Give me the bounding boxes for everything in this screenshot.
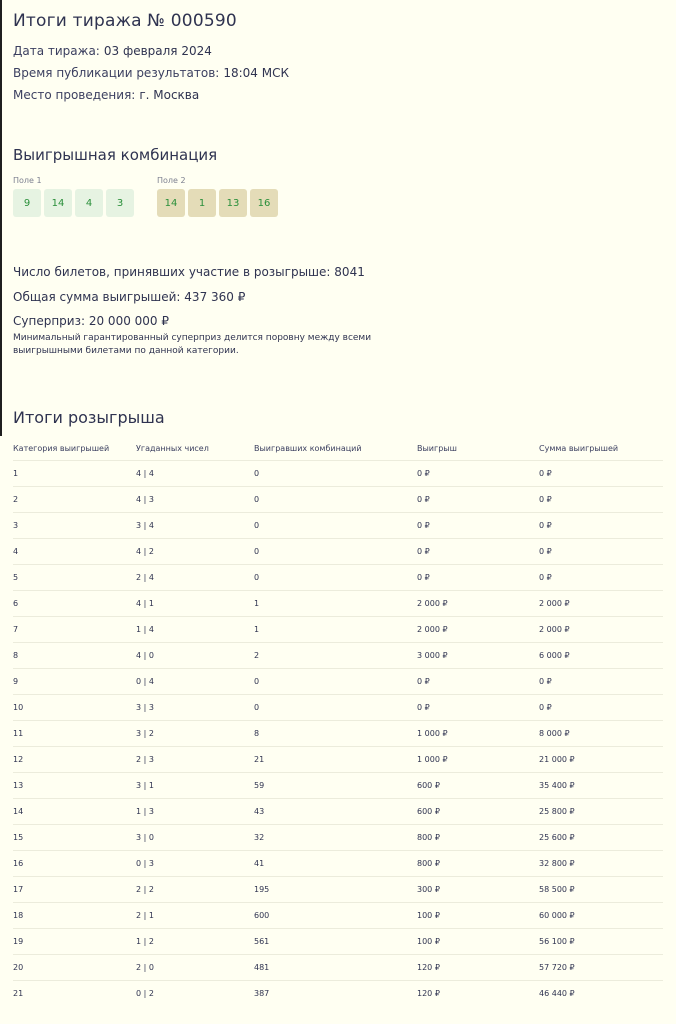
table-row	[13, 565, 663, 591]
cell-combinations: 32	[254, 825, 417, 851]
winning-combination-title: Выигрышная комбинация	[13, 146, 218, 164]
cell-guessed: 4 | 0	[136, 643, 254, 669]
cell-combinations: 0	[254, 539, 417, 565]
cell-total: 0 ₽	[539, 513, 663, 539]
cell-combinations: 0	[254, 487, 417, 513]
tickets-count-label: Число билетов, принявших участие в розыгрыше:	[13, 265, 331, 279]
cell-combinations: 0	[254, 565, 417, 591]
cell-guessed: 1 | 3	[136, 799, 254, 825]
page-title: Итоги тиража № 000590	[13, 11, 237, 31]
field-2-ball: 13	[219, 189, 247, 217]
cell-guessed: 3 | 3	[136, 695, 254, 721]
cell-category: 6	[13, 591, 136, 617]
draw-date-value: 03 февраля 2024	[103, 44, 212, 58]
cell-category: 4	[13, 539, 136, 565]
table-row	[13, 695, 663, 721]
cell-combinations: 0	[254, 461, 417, 487]
cell-category: 9	[13, 669, 136, 695]
cell-total: 0 ₽	[539, 461, 663, 487]
cell-guessed: 2 | 1	[136, 903, 254, 929]
total-winnings-label: Общая сумма выигрышей:	[13, 290, 181, 304]
table-row	[13, 487, 663, 513]
cell-combinations: 21	[254, 747, 417, 773]
cell-total: 0 ₽	[539, 487, 663, 513]
cell-prize: 600 ₽	[417, 773, 539, 799]
cell-prize: 800 ₽	[417, 851, 539, 877]
cell-prize: 2 000 ₽	[417, 617, 539, 643]
cell-total: 0 ₽	[539, 565, 663, 591]
superprize-label: Суперприз:	[13, 314, 86, 328]
cell-prize: 120 ₽	[417, 981, 539, 1007]
table-row	[13, 461, 663, 487]
total-winnings-value: 437 360 ₽	[184, 290, 246, 304]
cell-total: 0 ₽	[539, 669, 663, 695]
field-1-ball: 14	[44, 189, 72, 217]
tickets-count	[13, 265, 365, 279]
draw-place-value: г. Москва	[139, 88, 200, 102]
draw-place-label: Место проведения:	[13, 88, 136, 102]
cell-guessed: 1 | 2	[136, 929, 254, 955]
cell-prize: 0 ₽	[417, 695, 539, 721]
cell-combinations: 0	[254, 669, 417, 695]
cell-guessed: 4 | 4	[136, 461, 254, 487]
cell-guessed: 3 | 4	[136, 513, 254, 539]
cell-combinations: 43	[254, 799, 417, 825]
table-row	[13, 643, 663, 669]
cell-guessed: 3 | 2	[136, 721, 254, 747]
field-1-label: Поле 1	[13, 176, 42, 185]
cell-prize: 100 ₽	[417, 903, 539, 929]
table-row	[13, 539, 663, 565]
cell-prize: 800 ₽	[417, 825, 539, 851]
cell-total: 6 000 ₽	[539, 643, 663, 669]
cell-prize: 600 ₽	[417, 799, 539, 825]
cell-total: 8 000 ₽	[539, 721, 663, 747]
cell-category: 20	[13, 955, 136, 981]
cell-combinations: 387	[254, 981, 417, 1007]
cell-guessed: 0 | 3	[136, 851, 254, 877]
field-2-ball: 16	[250, 189, 278, 217]
cell-prize: 1 000 ₽	[417, 747, 539, 773]
field-1-ball: 9	[13, 189, 41, 217]
cell-prize: 0 ₽	[417, 565, 539, 591]
draw-place	[13, 88, 199, 102]
cell-category: 15	[13, 825, 136, 851]
cell-category: 5	[13, 565, 136, 591]
table-row	[13, 799, 663, 825]
cell-prize: 1 000 ₽	[417, 721, 539, 747]
total-winnings	[13, 290, 245, 304]
cell-prize: 100 ₽	[417, 929, 539, 955]
cell-guessed: 2 | 3	[136, 747, 254, 773]
cell-guessed: 4 | 2	[136, 539, 254, 565]
col-header-combinations: Выигравших комбинаций	[254, 443, 362, 453]
cell-guessed: 0 | 4	[136, 669, 254, 695]
table-row	[13, 825, 663, 851]
cell-prize: 0 ₽	[417, 669, 539, 695]
table-row	[13, 721, 663, 747]
cell-category: 17	[13, 877, 136, 903]
cell-category: 19	[13, 929, 136, 955]
cell-guessed: 3 | 1	[136, 773, 254, 799]
field-2-ball: 14	[157, 189, 185, 217]
results-title: Итоги розыгрыша	[13, 408, 165, 427]
cell-total: 57 720 ₽	[539, 955, 663, 981]
cell-category: 3	[13, 513, 136, 539]
cell-total: 56 100 ₽	[539, 929, 663, 955]
cell-combinations: 59	[254, 773, 417, 799]
cell-combinations: 1	[254, 591, 417, 617]
cell-category: 1	[13, 461, 136, 487]
table-row	[13, 669, 663, 695]
cell-guessed: 4 | 1	[136, 591, 254, 617]
superprize-note: Минимальный гарантированный суперприз делится поровну между всеми выигрышными билетами по данной категории.	[13, 333, 372, 356]
table-row	[13, 851, 663, 877]
cell-total: 46 440 ₽	[539, 981, 663, 1007]
cell-total: 35 400 ₽	[539, 773, 663, 799]
superprize	[13, 314, 169, 328]
table-row	[13, 981, 663, 1007]
cell-combinations: 8	[254, 721, 417, 747]
col-header-guessed: Угаданных чисел	[136, 443, 209, 453]
table-row	[13, 877, 663, 903]
cell-total: 2 000 ₽	[539, 591, 663, 617]
table-row	[13, 903, 663, 929]
cell-total: 32 800 ₽	[539, 851, 663, 877]
table-row	[13, 955, 663, 981]
cell-total: 0 ₽	[539, 539, 663, 565]
cell-prize: 300 ₽	[417, 877, 539, 903]
cell-category: 2	[13, 487, 136, 513]
cell-total: 0 ₽	[539, 695, 663, 721]
cell-guessed: 2 | 4	[136, 565, 254, 591]
results-table	[13, 436, 663, 1006]
cell-combinations: 41	[254, 851, 417, 877]
table-row	[13, 513, 663, 539]
cell-category: 18	[13, 903, 136, 929]
draw-date	[13, 44, 212, 58]
cell-combinations: 481	[254, 955, 417, 981]
table-row	[13, 617, 663, 643]
cell-prize: 120 ₽	[417, 955, 539, 981]
cell-total: 2 000 ₽	[539, 617, 663, 643]
cell-total: 25 600 ₽	[539, 825, 663, 851]
field-2	[157, 176, 278, 217]
cell-category: 16	[13, 851, 136, 877]
cell-guessed: 2 | 2	[136, 877, 254, 903]
table-row	[13, 773, 663, 799]
left-border	[0, 0, 2, 436]
field-1	[13, 176, 134, 217]
cell-category: 11	[13, 721, 136, 747]
publish-time-label: Время публикации результатов:	[13, 66, 220, 80]
table-row	[13, 591, 663, 617]
cell-prize: 0 ₽	[417, 487, 539, 513]
table-row	[13, 747, 663, 773]
col-header-total: Сумма выигрышей	[539, 443, 619, 453]
field-1-ball: 4	[75, 189, 103, 217]
results-header-row	[13, 436, 663, 461]
cell-guessed: 0 | 2	[136, 981, 254, 1007]
cell-combinations: 600	[254, 903, 417, 929]
tickets-count-value: 8041	[334, 265, 365, 279]
publish-time	[13, 66, 289, 80]
cell-category: 21	[13, 981, 136, 1007]
field-2-label: Поле 2	[157, 176, 186, 185]
cell-category: 13	[13, 773, 136, 799]
cell-combinations: 1	[254, 617, 417, 643]
cell-total: 25 800 ₽	[539, 799, 663, 825]
cell-guessed: 1 | 4	[136, 617, 254, 643]
superprize-value: 20 000 000 ₽	[88, 314, 169, 328]
cell-total: 21 000 ₽	[539, 747, 663, 773]
cell-total: 58 500 ₽	[539, 877, 663, 903]
cell-prize: 0 ₽	[417, 539, 539, 565]
cell-guessed: 3 | 0	[136, 825, 254, 851]
field-2-ball: 1	[188, 189, 216, 217]
cell-combinations: 0	[254, 513, 417, 539]
cell-category: 8	[13, 643, 136, 669]
cell-guessed: 4 | 3	[136, 487, 254, 513]
cell-combinations: 2	[254, 643, 417, 669]
cell-combinations: 195	[254, 877, 417, 903]
draw-date-label: Дата тиража:	[13, 44, 100, 58]
field-1-ball: 3	[106, 189, 134, 217]
col-header-prize: Выигрыш	[417, 443, 457, 453]
cell-prize: 3 000 ₽	[417, 643, 539, 669]
table-row	[13, 929, 663, 955]
cell-prize: 0 ₽	[417, 461, 539, 487]
cell-prize: 0 ₽	[417, 513, 539, 539]
cell-category: 14	[13, 799, 136, 825]
cell-category: 12	[13, 747, 136, 773]
cell-guessed: 2 | 0	[136, 955, 254, 981]
cell-prize: 2 000 ₽	[417, 591, 539, 617]
col-header-category: Категория выигрышей	[13, 443, 110, 453]
cell-combinations: 561	[254, 929, 417, 955]
publish-time-value: 18:04 МСК	[223, 66, 289, 80]
cell-combinations: 0	[254, 695, 417, 721]
cell-total: 60 000 ₽	[539, 903, 663, 929]
cell-category: 7	[13, 617, 136, 643]
cell-category: 10	[13, 695, 136, 721]
